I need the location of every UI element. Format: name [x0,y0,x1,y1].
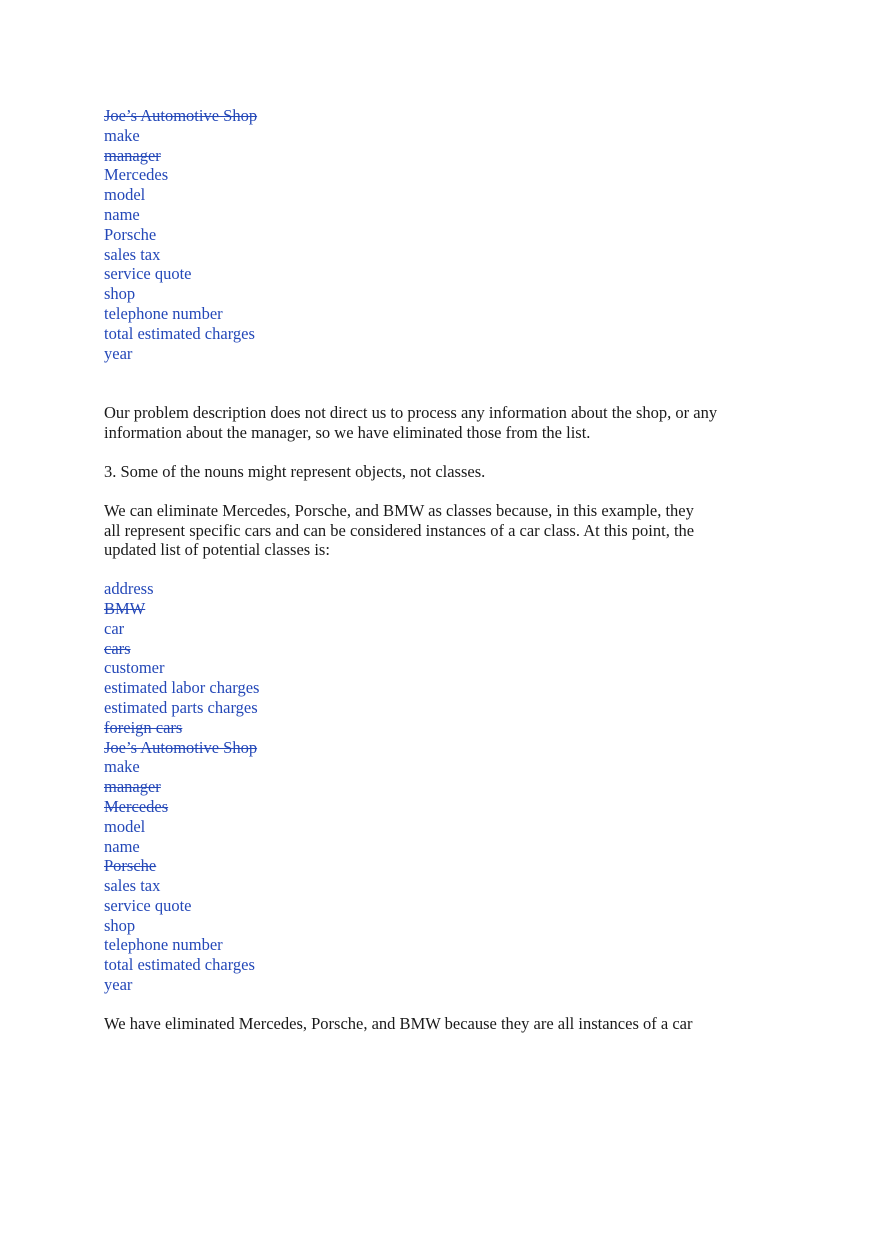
list-item [104,579,764,599]
struck-term: foreign cars [104,717,183,737]
list-item [104,106,764,126]
struck-term: Joe’s Automotive Shop [104,737,258,757]
struck-term: Porsche [104,856,157,876]
paragraph-line: We can eliminate Mercedes, Porsche, and BMW as classes because, in this example, they [104,500,694,520]
paragraph-conclusion: We have eliminated Mercedes, Porsche, and BMW because they are all instances of a car [104,1013,693,1033]
struck-term: BMW [104,598,146,618]
list-item [104,205,764,225]
term: sales tax [104,876,161,896]
term: address [104,579,154,599]
candidate-class-list-top [104,106,764,363]
paragraph-eliminate-instances [104,501,764,560]
term: name [104,204,140,224]
list-item [104,185,764,205]
list-item [104,718,764,738]
list-item [104,975,764,995]
term: telephone number [104,303,223,323]
list-item [104,165,764,185]
list-item [104,264,764,284]
term: estimated parts charges [104,697,258,717]
list-item [104,757,764,777]
list-item [104,797,764,817]
paragraph-line: all represent specific cars and can be considered instances of a car class. At this point, the [104,520,695,540]
term: service quote [104,264,192,284]
term: sales tax [104,244,161,264]
term: Mercedes [104,165,169,185]
list-item [104,955,764,975]
term: telephone number [104,935,223,955]
list-item [104,324,764,344]
paragraph-eliminate-shop-manager [104,403,764,443]
list-item [104,896,764,916]
list-item [104,126,764,146]
term: total estimated charges [104,955,255,975]
list-item [104,698,764,718]
list-item [104,678,764,698]
list-item [104,284,764,304]
term: name [104,836,140,856]
term: year [104,975,133,995]
spacer [104,560,764,579]
list-item [104,777,764,797]
paragraph-line: information about the manager, so we have eliminated those from the list. [104,423,591,443]
spacer [104,443,764,462]
struck-term: cars [104,638,131,658]
list-item [104,619,764,639]
list-item [104,658,764,678]
spacer [104,995,764,1014]
term: car [104,618,125,638]
document-body [104,106,764,1034]
term: make [104,125,140,145]
term: shop [104,284,136,304]
term: year [104,343,133,363]
candidate-class-list-bottom [104,579,764,995]
list-item [104,837,764,857]
list-item [104,935,764,955]
struck-term: manager [104,777,161,797]
list-item [104,856,764,876]
list-item [104,817,764,837]
list-item [104,639,764,659]
list-item [104,225,764,245]
term: Porsche [104,224,157,244]
paragraph-step-3: 3. Some of the nouns might represent objects, not classes. [104,461,486,481]
struck-term: Joe’s Automotive Shop [104,106,258,125]
term: estimated labor charges [104,678,260,698]
term: customer [104,658,165,678]
list-item [104,245,764,265]
list-item [104,876,764,896]
paragraph-line: Our problem description does not direct us to process any information about the shop, or any [104,403,718,423]
list-item [104,344,764,364]
term: total estimated charges [104,323,255,343]
list-item [104,738,764,758]
struck-term: Mercedes [104,796,169,816]
paragraph-line: updated list of potential classes is: [104,540,330,560]
list-item [104,304,764,324]
term: model [104,816,146,836]
spacer [104,363,764,403]
term: service quote [104,895,192,915]
struck-term: manager [104,145,161,165]
list-item [104,146,764,166]
list-item [104,599,764,619]
term: model [104,185,146,205]
spacer [104,482,764,501]
term: shop [104,915,136,935]
list-item [104,916,764,936]
term: make [104,757,140,777]
